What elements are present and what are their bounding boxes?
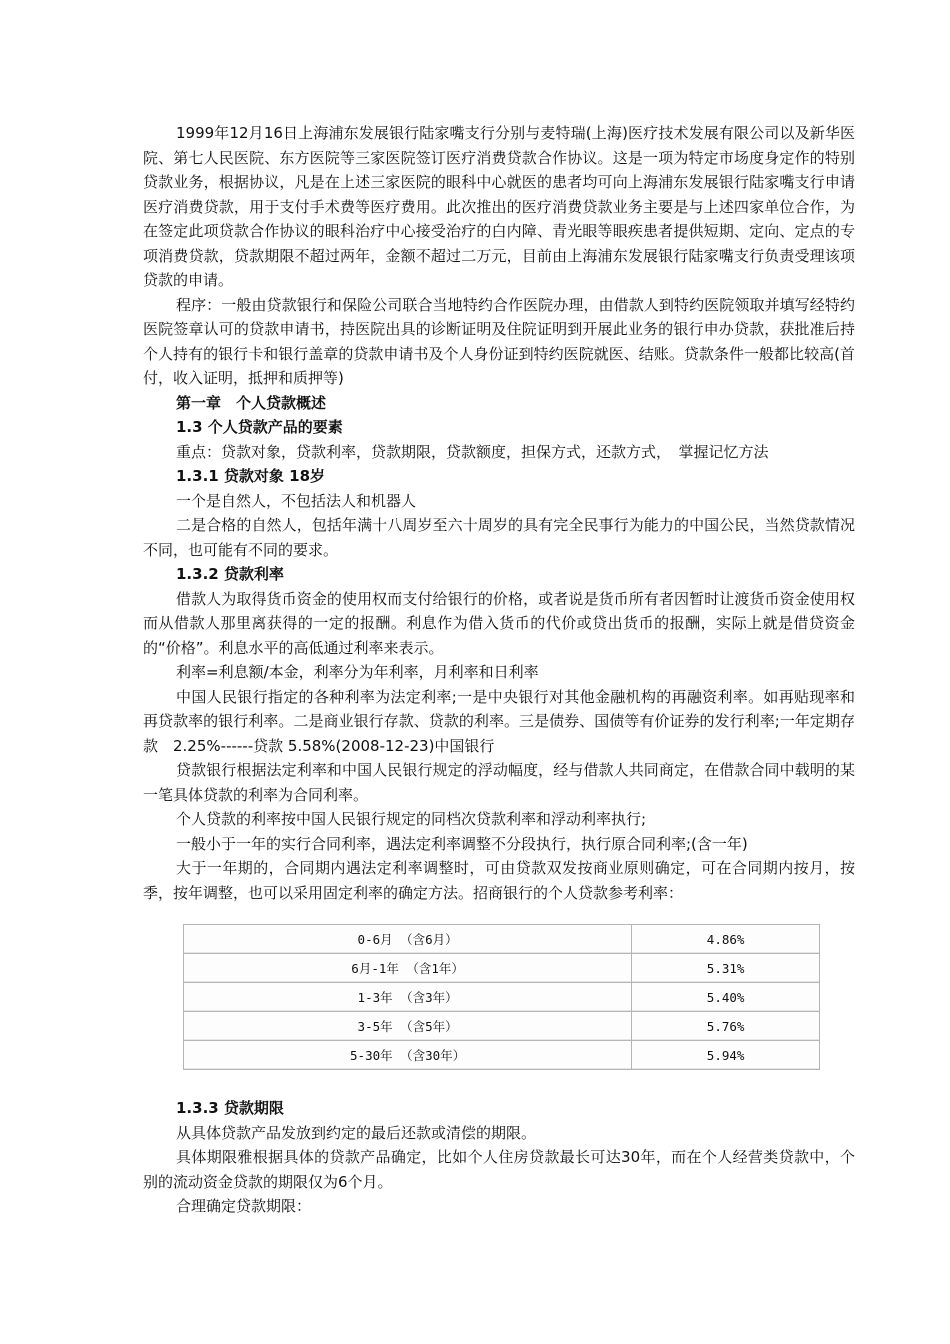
section-1-3-1-title: 1.3.1 贷款对象 18岁 — [176, 467, 326, 485]
rate-term-cell: 1-3年 （含3年） — [184, 983, 632, 1012]
rate-value-cell: 5.40% — [632, 983, 820, 1012]
paragraph: 中国人民银行指定的各种利率为法定利率;一是中央银行对其他金融机构的再融资利率。如再贴现率和再贷款率的银行利率。二是商业银行存款、贷款的利率。三是债券、国债等有价证券的发行利率;一年定期存款 2.25%------贷款 5.58%(2008-12-23)中国银行 — [143, 687, 855, 755]
section-1-3-3-title: 1.3.3 贷款期限 — [176, 1099, 284, 1117]
paragraph: 从具体贷款产品发放到约定的最后还款或清偿的期限。 — [176, 1123, 537, 1142]
loan-rate-table — [183, 924, 820, 1070]
section-1-3-title: 1.3 个人贷款产品的要素 — [176, 418, 343, 436]
paragraph: 二是合格的自然人，包括年满十八周岁至六十周岁的具有完全民事行为能力的中国公民，当然贷款情况不同，也可能有不同的要求。 — [143, 516, 855, 559]
rate-term-cell: 6月-1年 （含1年） — [184, 954, 632, 983]
rate-term-cell: 5-30年 （含30年） — [184, 1041, 632, 1070]
paragraph: 贷款银行根据法定利率和中国人民银行规定的浮动幅度，经与借款人共同商定，在借款合同中载明的某一笔具体贷款的利率为合同利率。 — [143, 761, 855, 804]
table-row — [184, 925, 820, 954]
rate-value-cell: 4.86% — [632, 925, 820, 954]
paragraph: 具体期限雅根据具体的贷款产品确定，比如个人住房贷款最长可达30年，而在个人经营类贷款中，个别的流动资金贷款的期限仅为6个月。 — [143, 1148, 855, 1191]
rate-value-cell: 5.31% — [632, 954, 820, 983]
table-row — [184, 983, 820, 1012]
table-row — [184, 1012, 820, 1041]
procedure-paragraph: 程序：一般由贷款银行和保险公司联合当地特约合作医院办理，由借款人到特约医院领取并填写经特约医院签章认可的贷款申请书，持医院出具的诊断证明及住院证明到开展此业务的银行申办贷款，获批准后持个人持有的银行卡和银行盖章的贷款申请书及个人身份证到特约医院就医、结账。贷款条件一般都比较高(首付，收入证明，抵押和质押等) — [143, 295, 855, 387]
document-body-lower — [143, 1096, 855, 1219]
paragraph: 一般小于一年的实行合同利率，遇法定利率调整不分段执行，执行原合同利率;(含一年) — [176, 834, 748, 853]
paragraph: 借款人为取得货币资金的使用权而支付给银行的价格，或者说是货币所有者因暂时让渡货币资金使用权而从借款人那里离获得的一定的报酬。利息作为借入货币的代价或贷出货币的报酬，实际上就是借贷资金的“价格”。利息水平的高低通过利率来表示。 — [143, 589, 855, 657]
table-row — [184, 954, 820, 983]
rate-term-cell: 0-6月 （含6月） — [184, 925, 632, 954]
chapter-title: 第一章 个人贷款概述 — [176, 393, 327, 412]
paragraph: 大于一年期的，合同期内遇法定利率调整时，可由贷款双发按商业原则确定，可在合同期内按月，按季，按年调整，也可以采用固定利率的确定方法。招商银行的个人贷款参考利率： — [143, 859, 855, 902]
paragraph: 一个是自然人，不包括法人和机器人 — [176, 491, 417, 510]
table-row — [184, 1041, 820, 1070]
section-1-3-2-title: 1.3.2 贷款利率 — [176, 565, 284, 583]
paragraph: 合理确定贷款期限： — [176, 1197, 312, 1215]
paragraph: 利率=利息额/本金，利率分为年利率，月利率和日利率 — [176, 663, 539, 681]
document-body-upper — [143, 121, 855, 905]
paragraph: 个人贷款的利率按中国人民银行规定的同档次贷款利率和浮动利率执行; — [176, 810, 647, 828]
rate-value-cell: 5.94% — [632, 1041, 820, 1070]
section-1-3-focus: 重点：贷款对象，贷款利率，贷款期限，贷款额度，担保方式，还款方式， 掌握记忆方法 — [176, 442, 769, 461]
rate-value-cell: 5.76% — [632, 1012, 820, 1041]
rate-term-cell: 3-5年 （含5年） — [184, 1012, 632, 1041]
intro-paragraph: 1999年12月16日上海浦东发展银行陆家嘴支行分别与麦特瑞(上海)医疗技术发展有限公司以及新华医院、第七人民医院、东方医院等三家医院签订医疗消费贷款合作协议。这是一项为特定市场度身定作的特别贷款业务，根据协议，凡是在上述三家医院的眼科中心就医的患者均可向上海浦东发展银行陆家嘴支行申请医疗消费贷款，用于支付手术费等医疗费用。此次推出的医疗消费贷款业务主要是与上述四家单位合作，为在签定此项贷款合作协议的眼科治疗中心接受治疗的白内障、青光眼等眼疾患者提供短期、定向、定点的专项消费贷款，贷款期限不超过两年，金额不超过二万元，目前由上海浦东发展银行陆家嘴支行负责受理该项贷款的申请。 — [143, 124, 855, 289]
